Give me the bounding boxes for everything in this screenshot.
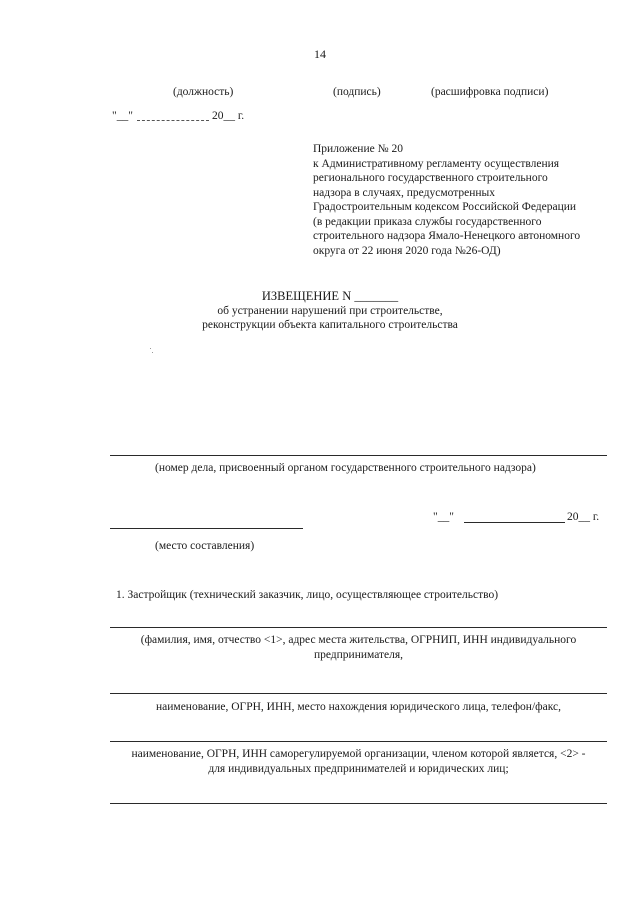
case-number-caption: (номер дела, присвоенный органом государственного строительного надзора) <box>155 462 536 474</box>
top-date-day: "__" <box>112 110 133 122</box>
section-1-heading: 1. Застройщик (технический заказчик, лицо, осуществляющее строительство) <box>116 589 499 601</box>
page-number: 14 <box>314 47 326 61</box>
appendix-line: Приложение № 20 <box>313 143 403 155</box>
caption-sro-1: наименование, ОГРН, ИНН саморегулируемой организации, членом которой является, <2> - <box>131 748 586 760</box>
developer-line-1 <box>110 627 607 628</box>
caption-legal-entity: наименование, ОГРН, ИНН, место нахождения юридического лица, телефон/факс, <box>156 701 561 713</box>
compile-date-year: 20__ г. <box>567 511 600 523</box>
position-caption: (должность) <box>173 86 234 98</box>
compile-date-day: "__" <box>433 511 454 523</box>
appendix-line: (в редакции приказа службы государственного <box>313 215 542 228</box>
top-date-year: 20__ г. <box>212 110 245 122</box>
appendix-block <box>313 142 623 258</box>
scan-speck <box>150 348 151 349</box>
developer-line-2 <box>110 693 607 694</box>
top-date-month-line <box>137 120 209 121</box>
place-caption: (место составления) <box>155 540 255 552</box>
caption-sro-2: для индивидуальных предпринимателей и юридических лиц; <box>208 763 509 775</box>
notice-title: ИЗВЕЩЕНИЕ N _______ <box>261 289 399 303</box>
appendix-line: округа от 22 июня 2020 года №26-ОД) <box>313 244 501 257</box>
appendix-line: надзора в случаях, предусмотренных <box>313 186 496 199</box>
caption-individual-2: предпринимателя, <box>313 649 404 661</box>
developer-line-3 <box>110 741 607 742</box>
place-line <box>110 528 303 529</box>
caption-individual-1: (фамилия, имя, отчество <1>, адрес места жительства, ОГРНИП, ИНН индивидуального <box>140 634 577 646</box>
scan-speck <box>152 352 153 353</box>
signature-decoding-caption: (расшифровка подписи) <box>431 86 549 98</box>
notice-subtitle-2: реконструкции объекта капитального строительства <box>202 319 458 331</box>
notice-subtitle-1: об устранении нарушений при строительстве, <box>217 305 443 317</box>
developer-line-4 <box>110 803 607 804</box>
appendix-line: регионального государственного строительного <box>313 172 548 184</box>
signature-caption: (подпись) <box>333 86 381 98</box>
case-number-line <box>110 455 607 456</box>
appendix-line: к Административному регламенту осуществления <box>313 157 560 170</box>
compile-date-month-line <box>464 522 565 523</box>
appendix-line: Градостроительным кодексом Российской Федерации <box>313 201 577 213</box>
appendix-line: строительного надзора Ямало-Ненецкого автономного <box>313 230 581 242</box>
